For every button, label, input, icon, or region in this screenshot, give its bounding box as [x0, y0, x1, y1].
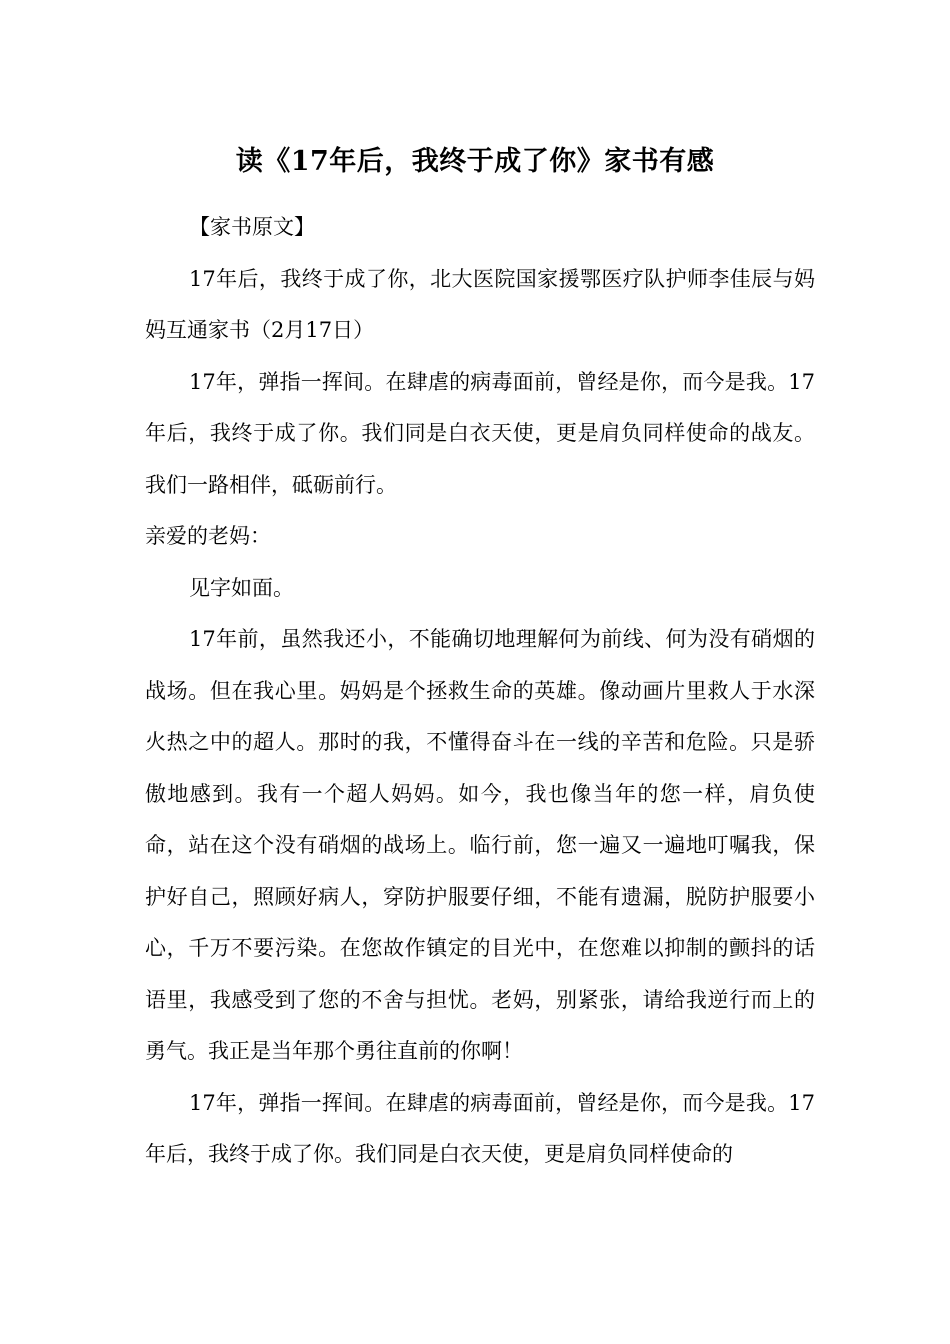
paragraph-section-heading: 【家书原文】 — [189, 215, 315, 239]
paragraph-intro: 17年，弹指一挥间。在肆虐的病毒面前，曾经是你，而今是我。17年后，我终于成了你。我们同是白衣天使，更是肩负同样使命的战友。我们一路相伴，砥砺前行。 — [145, 369, 815, 497]
paragraph-letter-body: 17年前，虽然我还小，不能确切地理解何为前线、何为没有硝烟的战场。但在我心里。妈妈是个拯救生命的英雄。像动画片里救人于水深火热之中的超人。那时的我，不懂得奋斗在一线的辛苦和危险。只是骄傲地感到。我有一个超人妈妈。如今，我也像当年的您一样，肩负使命，站在这个没有硝烟的战场上。临行前，您一遍又一遍地叮嘱我，保护好自己，照顾好病人，穿防护服要仔细，不能有遗漏，脱防护服要小心，千万不要污染。在您故作镇定的目光中，在您难以抑制的颤抖的话语里，我感受到了您的不舍与担忧。老妈，别紧张，请给我逆行而上的勇气。我正是当年那个勇往直前的你啊！ — [145, 627, 815, 1063]
document-body — [145, 202, 815, 1181]
paragraph-closing-repeat: 17年，弹指一挥间。在肆虐的病毒面前，曾经是你，而今是我。17年后，我终于成了你。我们同是白衣天使，更是肩负同样使命的 — [145, 1090, 815, 1166]
paragraph-salutation: 亲爱的老妈： — [145, 524, 271, 548]
paragraph-letter-subtitle: 17年后，我终于成了你，北大医院国家援鄂医疗队护师李佳辰与妈妈互通家书（2月17日） — [145, 266, 815, 342]
paragraph-greeting: 见字如面。 — [189, 575, 294, 600]
document-title: 读《17年后，我终于成了你》家书有感 — [235, 146, 715, 177]
